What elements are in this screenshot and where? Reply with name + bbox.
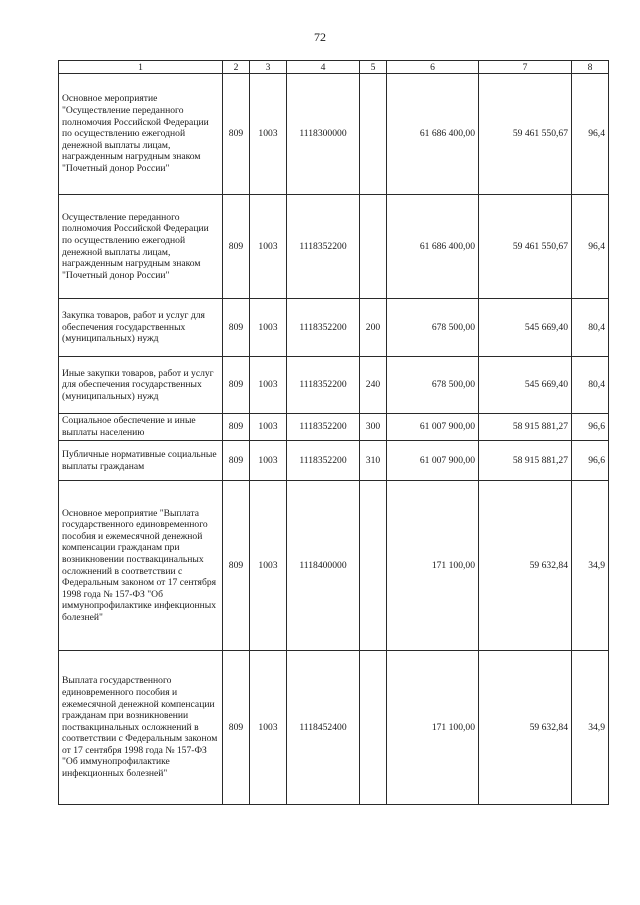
expense-type-cell bbox=[360, 651, 387, 805]
row-name-cell: Осуществление переданного полномочия Российской Федерации по осуществлению ежегодной денежной выплаты лицам, награжденным нагрудным знаком "Почетный донор России" bbox=[59, 195, 223, 299]
executed-amount-cell: 59 632,84 bbox=[479, 481, 572, 651]
plan-amount-cell: 171 100,00 bbox=[387, 651, 479, 805]
target-article-cell: 1118352200 bbox=[287, 299, 360, 357]
target-article-cell: 1118300000 bbox=[287, 74, 360, 195]
target-article-cell: 1118352200 bbox=[287, 195, 360, 299]
executed-amount-cell: 545 669,40 bbox=[479, 299, 572, 357]
ministry-code-cell: 809 bbox=[223, 651, 250, 805]
column-header: 8 bbox=[572, 61, 609, 74]
column-header: 4 bbox=[287, 61, 360, 74]
column-header: 6 bbox=[387, 61, 479, 74]
section-code-cell: 1003 bbox=[250, 441, 287, 481]
percent-cell: 80,4 bbox=[572, 299, 609, 357]
budget-execution-table bbox=[58, 60, 609, 805]
ministry-code-cell: 809 bbox=[223, 195, 250, 299]
percent-cell: 96,4 bbox=[572, 74, 609, 195]
section-code-cell: 1003 bbox=[250, 195, 287, 299]
row-name-cell: Выплата государственного единовременного пособия и ежемесячной денежной компенсации гражданам при возникновении поствакцинальных осложнений в соответствии с Федеральным законом от 17 сентября 1998 года № 157-ФЗ "Об иммунопрофилактике инфекционных болезней" bbox=[59, 651, 223, 805]
section-code-cell: 1003 bbox=[250, 481, 287, 651]
table-row bbox=[59, 74, 609, 195]
column-header: 3 bbox=[250, 61, 287, 74]
ministry-code-cell: 809 bbox=[223, 481, 250, 651]
percent-cell: 80,4 bbox=[572, 357, 609, 414]
executed-amount-cell: 58 915 881,27 bbox=[479, 441, 572, 481]
page-number: 72 bbox=[314, 30, 326, 44]
executed-amount-cell: 59 461 550,67 bbox=[479, 195, 572, 299]
executed-amount-cell: 58 915 881,27 bbox=[479, 414, 572, 441]
expense-type-cell: 240 bbox=[360, 357, 387, 414]
ministry-code-cell: 809 bbox=[223, 441, 250, 481]
table-row bbox=[59, 357, 609, 414]
percent-cell: 96,6 bbox=[572, 414, 609, 441]
column-header: 2 bbox=[223, 61, 250, 74]
row-name-cell: Социальное обеспечение и иные выплаты населению bbox=[59, 414, 223, 441]
section-code-cell: 1003 bbox=[250, 74, 287, 195]
section-code-cell: 1003 bbox=[250, 357, 287, 414]
plan-amount-cell: 61 686 400,00 bbox=[387, 195, 479, 299]
table-row bbox=[59, 481, 609, 651]
target-article-cell: 1118400000 bbox=[287, 481, 360, 651]
executed-amount-cell: 59 632,84 bbox=[479, 651, 572, 805]
percent-cell: 96,6 bbox=[572, 441, 609, 481]
column-header: 7 bbox=[479, 61, 572, 74]
column-header: 1 bbox=[59, 61, 223, 74]
row-name-cell: Основное мероприятие "Выплата государственного единовременного пособия и ежемесячной денежной компенсации гражданам при возникновении поствакцинальных осложнений в соответствии с Федеральным законом от 17 сентября 1998 года № 157-ФЗ "Об иммунопрофилактике инфекционных болезней" bbox=[59, 481, 223, 651]
table-row bbox=[59, 651, 609, 805]
plan-amount-cell: 678 500,00 bbox=[387, 357, 479, 414]
table-row bbox=[59, 195, 609, 299]
ministry-code-cell: 809 bbox=[223, 299, 250, 357]
target-article-cell: 1118352200 bbox=[287, 441, 360, 481]
expense-type-cell bbox=[360, 74, 387, 195]
target-article-cell: 1118352200 bbox=[287, 357, 360, 414]
table-row bbox=[59, 414, 609, 441]
expense-type-cell bbox=[360, 195, 387, 299]
plan-amount-cell: 61 007 900,00 bbox=[387, 441, 479, 481]
target-article-cell: 1118352200 bbox=[287, 414, 360, 441]
row-name-cell: Закупка товаров, работ и услуг для обеспечения государственных (муниципальных) нужд bbox=[59, 299, 223, 357]
ministry-code-cell: 809 bbox=[223, 357, 250, 414]
section-code-cell: 1003 bbox=[250, 414, 287, 441]
row-name-cell: Основное мероприятие "Осуществление переданного полномочия Российской Федерации по осуществлению ежегодной денежной выплаты лицам, награжденным нагрудным знаком "Почетный донор России" bbox=[59, 74, 223, 195]
executed-amount-cell: 59 461 550,67 bbox=[479, 74, 572, 195]
expense-type-cell: 200 bbox=[360, 299, 387, 357]
header-row bbox=[59, 61, 609, 74]
expense-type-cell: 310 bbox=[360, 441, 387, 481]
percent-cell: 96,4 bbox=[572, 195, 609, 299]
plan-amount-cell: 171 100,00 bbox=[387, 481, 479, 651]
percent-cell: 34,9 bbox=[572, 651, 609, 805]
plan-amount-cell: 61 686 400,00 bbox=[387, 74, 479, 195]
table-row bbox=[59, 441, 609, 481]
plan-amount-cell: 61 007 900,00 bbox=[387, 414, 479, 441]
table-row bbox=[59, 299, 609, 357]
section-code-cell: 1003 bbox=[250, 299, 287, 357]
row-name-cell: Иные закупки товаров, работ и услуг для обеспечения государственных (муниципальных) нужд bbox=[59, 357, 223, 414]
expense-type-cell: 300 bbox=[360, 414, 387, 441]
expense-type-cell bbox=[360, 481, 387, 651]
section-code-cell: 1003 bbox=[250, 651, 287, 805]
executed-amount-cell: 545 669,40 bbox=[479, 357, 572, 414]
target-article-cell: 1118452400 bbox=[287, 651, 360, 805]
ministry-code-cell: 809 bbox=[223, 414, 250, 441]
ministry-code-cell: 809 bbox=[223, 74, 250, 195]
column-header: 5 bbox=[360, 61, 387, 74]
percent-cell: 34,9 bbox=[572, 481, 609, 651]
row-name-cell: Публичные нормативные социальные выплаты гражданам bbox=[59, 441, 223, 481]
plan-amount-cell: 678 500,00 bbox=[387, 299, 479, 357]
